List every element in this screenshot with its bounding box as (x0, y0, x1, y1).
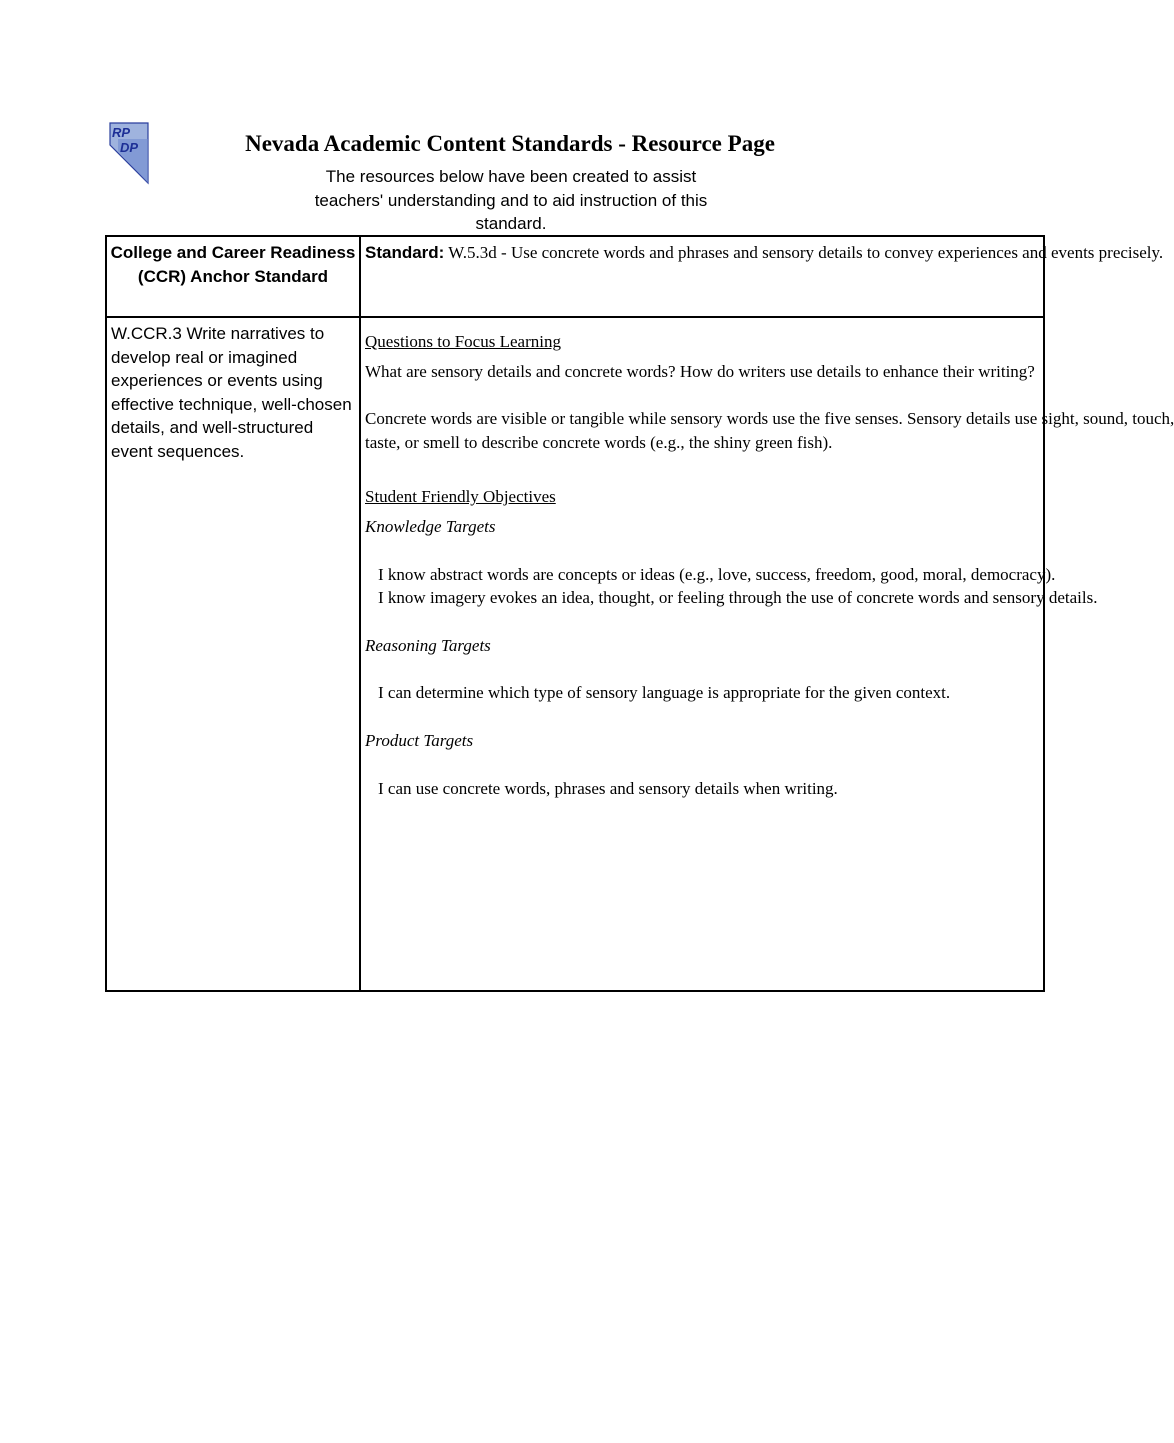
svg-text:RP: RP (112, 125, 131, 140)
page-title: Nevada Academic Content Standards - Resource Page (245, 131, 775, 156)
anchor-standard-text: W.CCR.3 Write narratives to develop real or imagined experiences or events using effective technique, well-chosen details, and well-structured event sequences. (111, 324, 352, 461)
concrete-definition-line-2: taste, or smell to describe concrete words (e.g., the shiny green fish). (365, 433, 833, 452)
header-row-divider (105, 316, 1045, 318)
knowledge-target-1: I know abstract words are concepts or ideas (e.g., love, success, freedom, good, moral, democracy). (378, 565, 1056, 584)
reasoning-target-1: I can determine which type of sensory language is appropriate for the given context. (378, 683, 951, 702)
page-subtitle: The resources below have been created to assist teachers' understanding and to aid instruction of this standard. (314, 167, 708, 233)
anchor-standard-header: College and Career Readiness (CCR) Anchor Standard (110, 243, 356, 286)
knowledge-targets-heading: Knowledge Targets (365, 517, 496, 536)
standard-text: W.5.3d - Use concrete words and phrases and sensory details to convey experiences and events precisely. (448, 243, 1164, 262)
knowledge-target-2: I know imagery evokes an idea, thought, or feeling through the use of concrete words and sensory details. (378, 588, 1098, 607)
focus-question: What are sensory details and concrete words? How do writers use details to enhance their writing? (365, 362, 1035, 381)
questions-heading: Questions to Focus Learning (365, 332, 561, 351)
column-divider (359, 235, 361, 992)
objectives-heading: Student Friendly Objectives (365, 487, 556, 506)
product-target-1: I can use concrete words, phrases and sensory details when writing. (378, 779, 838, 798)
product-targets-heading: Product Targets (365, 731, 474, 750)
standard-label: Standard: (365, 243, 445, 262)
reasoning-targets-heading: Reasoning Targets (365, 636, 491, 655)
svg-text:DP: DP (120, 140, 139, 155)
standard-statement (365, 241, 1163, 265)
concrete-definition-line-1: Concrete words are visible or tangible while sensory words use the five senses. Sensory details use sight, sound, touch, (365, 409, 1174, 428)
